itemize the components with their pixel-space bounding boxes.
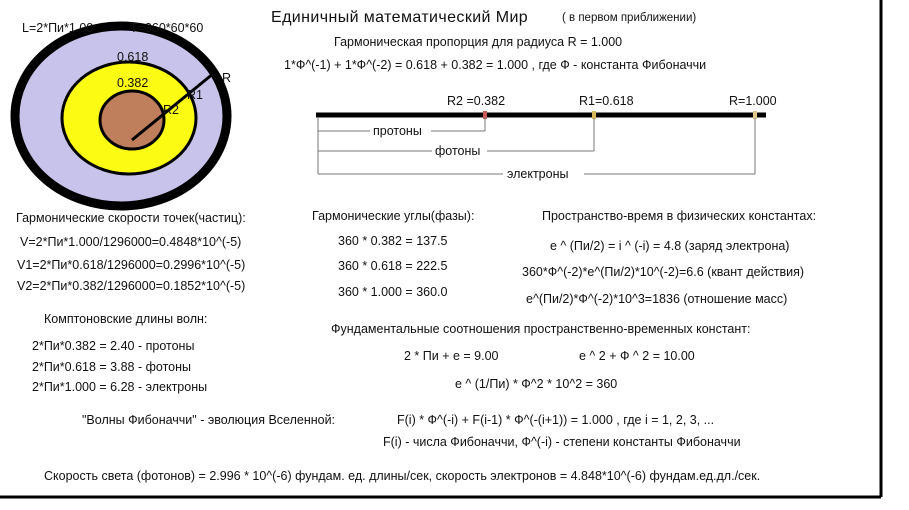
- radius-label-r1: R1: [187, 88, 203, 102]
- radius-label-r: R: [222, 71, 232, 85]
- spacetime-line: 360*Ф^(-2)*e^(Пи/2)*10^(-2)=6.6 (квант действия): [522, 265, 805, 279]
- harmonic-proportion-subtitle: Гармоническая пропорция для радиуса R = 1.000: [334, 35, 623, 49]
- radius-scale: [316, 111, 766, 174]
- page-title: Единичный математический Мир: [271, 9, 529, 26]
- speed-line: V=2*Пи*1.000/1296000=0.4848*10^(-5): [20, 235, 242, 249]
- angle-line: 360 * 1.000 = 360.0: [338, 285, 448, 299]
- marker-r1: [592, 111, 596, 119]
- fibonacci-waves-formula: F(i) * Ф^(-i) + F(i-1) * Ф^(-(i+1)) = 1.000 , где i = 1, 2, 3, ...: [397, 413, 715, 427]
- compton-line: 2*Пи*0.382 = 2.40 - протоны: [32, 339, 195, 353]
- speed-line: V1=2*Пи*0.618/1296000=0.2996*10^(-5): [17, 258, 246, 272]
- protons-label: протоны: [373, 124, 422, 138]
- fibonacci-waves-label: "Волны Фибоначчи" - эволюция Вселенной:: [82, 413, 336, 427]
- spacetime-heading: Пространство-время в физических константах:: [542, 209, 817, 223]
- photons-label: фотоны: [435, 144, 481, 158]
- compton-heading: Комптоновские длины волн:: [44, 312, 208, 326]
- title-note: ( в первом приближении): [562, 12, 697, 24]
- compton-line: 2*Пи*0.618 = 3.88 - фотоны: [32, 360, 191, 374]
- fibonacci-formula: 1*Ф^(-1) + 1*Ф^(-2) = 0.618 + 0.382 = 1.000 , где Ф - константа Фибоначчи: [284, 58, 707, 72]
- marker-r: [753, 111, 757, 119]
- length-label: L=2*Пи*1.00: [22, 21, 94, 35]
- electrons-label: электроны: [507, 167, 569, 181]
- fundamental-eq3: e ^ (1/Пи) * Ф^2 * 10^2 = 360: [455, 377, 618, 391]
- period-label: T=360*60*60: [130, 21, 204, 35]
- speeds-heading: Гармонические скорости точек(частиц):: [16, 211, 246, 225]
- ring-label-0382: 0.382: [117, 76, 149, 90]
- angle-line: 360 * 0.618 = 222.5: [338, 259, 448, 273]
- spacetime-line: e^(Пи/2)*Ф^(-2)*10^3=1836 (отношение масс): [526, 292, 788, 306]
- speed-line: V2=2*Пи*0.382/1296000=0.1852*10^(-5): [17, 279, 246, 293]
- compton-line: 2*Пи*1.000 = 6.28 - электроны: [32, 380, 208, 394]
- radius-label-r2: R2: [163, 103, 179, 117]
- fibonacci-waves-note: F(i) - числа Фибоначчи, Ф^(-i) - степени константы Фибоначчи: [383, 435, 741, 449]
- spacetime-line: e ^ (Пи/2) = i ^ (-i) = 4.8 (заряд электрона): [550, 239, 790, 253]
- angle-line: 360 * 0.382 = 137.5: [338, 234, 448, 248]
- scale-label-r: R=1.000: [729, 94, 777, 108]
- scale-label-r2: R2 =0.382: [447, 94, 506, 108]
- scale-label-r1: R1=0.618: [579, 94, 634, 108]
- ring-label-0618: 0.618: [117, 50, 149, 64]
- fundamental-heading: Фундаментальные соотношения пространственно-временных констант:: [331, 322, 751, 336]
- fundamental-eq1: 2 * Пи + e = 9.00: [404, 349, 499, 363]
- speed-of-light-line: Скорость света (фотонов) = 2.996 * 10^(-6) фундам. ед. длины/сек, скорость электронов = 4.848*10^(-6) фундам.ед.дл./сек.: [44, 469, 761, 483]
- fundamental-eq2: e ^ 2 + Ф ^ 2 = 10.00: [579, 349, 695, 363]
- marker-r2: [483, 111, 487, 119]
- angles-heading: Гармонические углы(фазы):: [312, 209, 475, 223]
